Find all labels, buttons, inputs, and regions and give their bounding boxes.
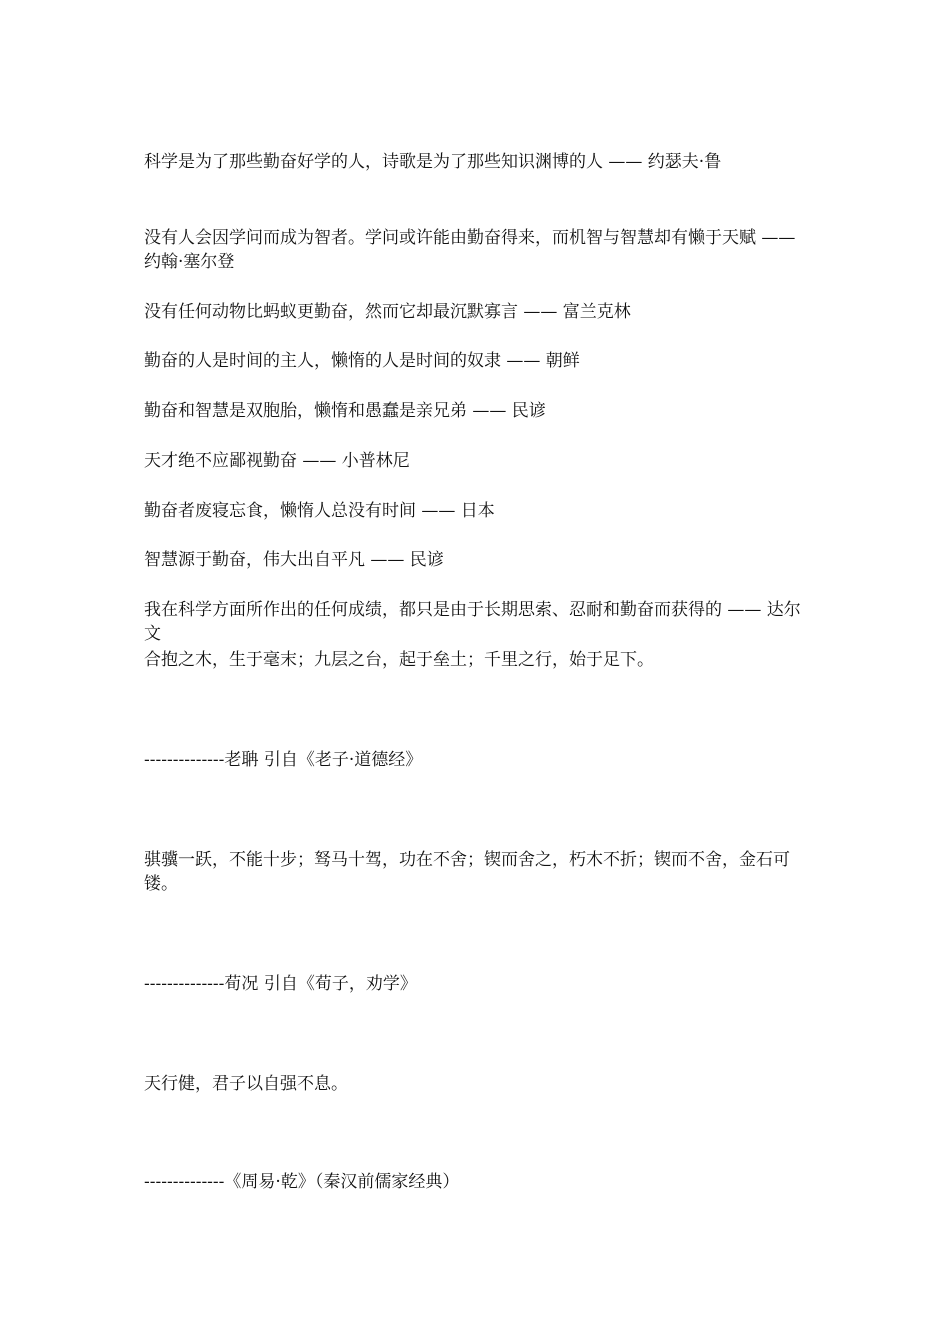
- classic-1-attribution: --------------老聃 引自《老子·道德经》: [144, 750, 423, 770]
- quote-1: 科学是为了那些勤奋好学的人，诗歌是为了那些知识渊博的人 —— 约瑟夫·鲁: [144, 152, 722, 172]
- classic-2-attribution: --------------荀况 引自《荀子，劝学》: [144, 974, 417, 994]
- classic-3-text: 天行健，君子以自强不息。: [144, 1074, 348, 1094]
- classic-2-text: 骐骥一跃，不能十步；驽马十驾，功在不舍；锲而舍之，朽木不折；锲而不舍，金石可镂。: [144, 850, 790, 894]
- quote-7: 勤奋者废寝忘食，懒惰人总没有时间 —— 日本: [144, 501, 495, 521]
- quote-3: 没有任何动物比蚂蚁更勤奋，然而它却最沉默寡言 —— 富兰克林: [144, 302, 631, 322]
- quote-5: 勤奋和智慧是双胞胎，懒惰和愚蠢是亲兄弟 —— 民谚: [144, 401, 546, 421]
- classic-1-text: 合抱之木，生于毫末；九层之台，起于垒土；千里之行，始于足下。: [144, 650, 654, 670]
- quote-2: 没有人会因学问而成为智者。学问或许能由勤奋得来，而机智与智慧却有懒于天赋 —— 约翰·塞尔登: [144, 228, 796, 272]
- quote-4: 勤奋的人是时间的主人，懒惰的人是时间的奴隶 —— 朝鲜: [144, 351, 580, 371]
- quote-9: 我在科学方面所作出的任何成绩，都只是由于长期思索、忍耐和勤奋而获得的 —— 达尔文: [144, 600, 801, 644]
- quote-6: 天才绝不应鄙视勤奋 —— 小普林尼: [144, 451, 410, 471]
- classic-3-attribution: --------------《周易·乾》（秦汉前儒家经典）: [144, 1172, 460, 1192]
- quote-8: 智慧源于勤奋，伟大出自平凡 —— 民谚: [144, 550, 444, 570]
